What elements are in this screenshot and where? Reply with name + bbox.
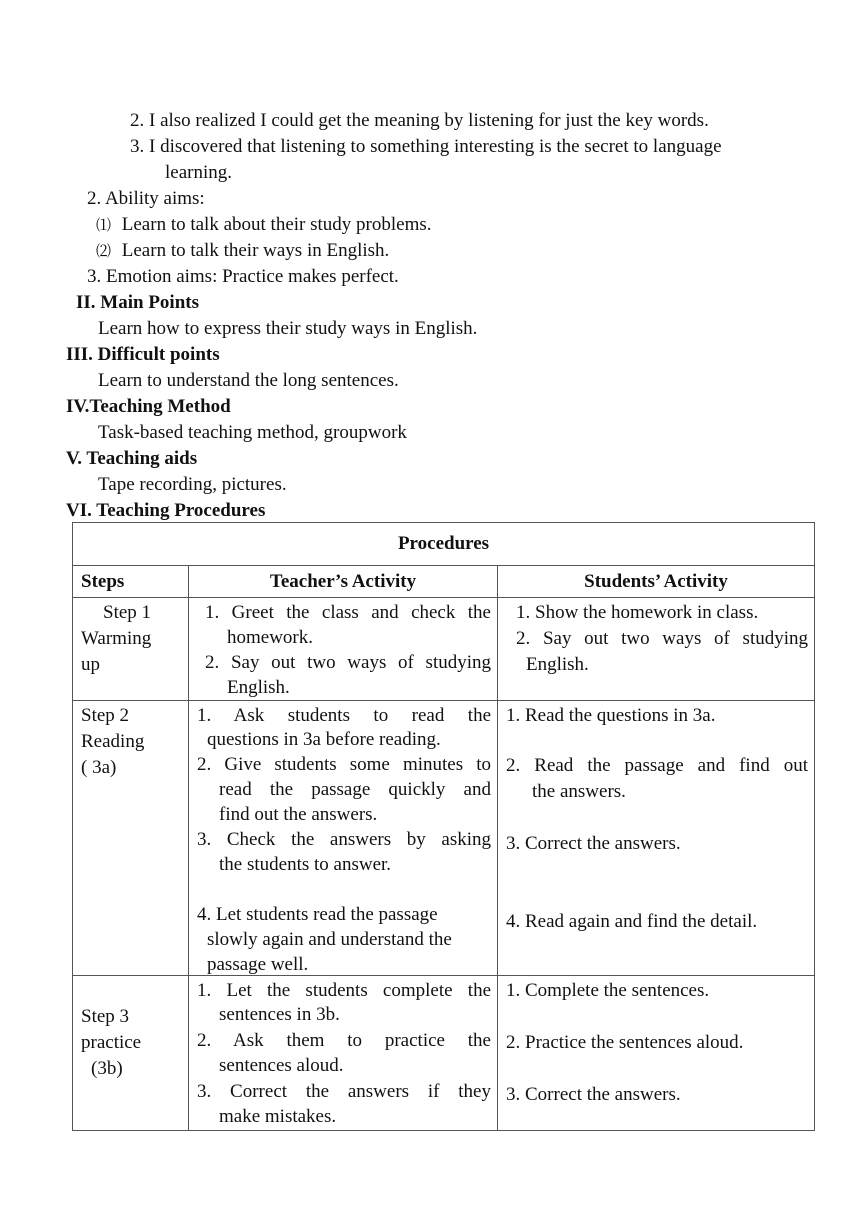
students-line: English. bbox=[526, 654, 589, 675]
section-heading-teaching-aids: V. Teaching aids bbox=[66, 448, 198, 469]
section-body-difficult-points: Learn to understand the long sentences. bbox=[98, 370, 399, 391]
teacher-line: English. bbox=[227, 677, 290, 698]
teacher-line: 2. Say out two ways of studying bbox=[205, 652, 491, 673]
step1-teacher-cell bbox=[189, 598, 497, 700]
section-body-teaching-method: Task-based teaching method, groupwork bbox=[98, 422, 407, 443]
students-line: the answers. bbox=[532, 781, 626, 802]
procedures-table bbox=[72, 522, 815, 1131]
teacher-line: the students to answer. bbox=[219, 854, 392, 875]
step3-step-cell bbox=[73, 976, 188, 1130]
section-heading-teaching-procedures: VI. Teaching Procedures bbox=[66, 500, 266, 521]
teacher-line: 1. Greet the class and check the bbox=[205, 602, 491, 623]
ability-item-text: Learn to talk about their study problems. bbox=[121, 214, 432, 235]
table-header-row bbox=[73, 566, 815, 598]
ability-item-2 bbox=[96, 238, 389, 265]
table-title-row bbox=[73, 523, 815, 566]
header-students-activity: Students’ Activity bbox=[498, 566, 815, 598]
step-label: Reading bbox=[81, 731, 145, 752]
table-row bbox=[73, 976, 815, 1131]
ability-item-1 bbox=[96, 212, 432, 239]
step-label: Warming bbox=[81, 628, 152, 649]
teacher-line: 1. Ask students to read the bbox=[197, 705, 491, 726]
step-label: practice bbox=[81, 1032, 142, 1053]
header-teacher-activity: Teacher’s Activity bbox=[189, 566, 498, 598]
teacher-line: read the passage quickly and bbox=[219, 779, 491, 800]
teacher-line: 4. Let students read the passage bbox=[197, 904, 438, 925]
ability-item-number: ⑵ bbox=[96, 244, 112, 260]
knowledge-item-3-cont: learning. bbox=[165, 162, 233, 183]
teacher-line: slowly again and understand the bbox=[207, 929, 452, 950]
teacher-line: 2. Ask them to practice the bbox=[197, 1030, 491, 1051]
students-line: 2. Say out two ways of studying bbox=[516, 628, 808, 649]
students-line: 2. Read the passage and find out bbox=[506, 755, 808, 776]
table-row bbox=[73, 598, 815, 701]
step-label: (3b) bbox=[91, 1058, 123, 1079]
step2-students-cell bbox=[498, 701, 814, 975]
section-heading-difficult-points: III. Difficult points bbox=[66, 344, 220, 365]
step1-step-cell bbox=[73, 598, 188, 700]
section-heading-teaching-method: IV.Teaching Method bbox=[66, 396, 231, 417]
header-steps: Steps bbox=[73, 566, 189, 598]
step-label: Step 3 bbox=[81, 1006, 130, 1027]
teacher-line: make mistakes. bbox=[219, 1106, 337, 1127]
students-line: 1. Complete the sentences. bbox=[506, 980, 710, 1001]
ability-aims-heading: 2. Ability aims: bbox=[87, 188, 205, 209]
students-line: 4. Read again and find the detail. bbox=[506, 911, 758, 932]
step-label: up bbox=[81, 654, 100, 675]
teacher-line: 3. Correct the answers if they bbox=[197, 1081, 491, 1102]
teacher-line: sentences aloud. bbox=[219, 1055, 344, 1076]
ability-item-number: ⑴ bbox=[96, 218, 112, 234]
section-body-teaching-aids: Tape recording, pictures. bbox=[98, 474, 287, 495]
knowledge-item-3: 3. I discovered that listening to something interesting is the secret to language bbox=[130, 136, 722, 157]
teacher-line: 2. Give students some minutes to bbox=[197, 754, 491, 775]
step3-teacher-cell bbox=[189, 976, 497, 1130]
teacher-line: passage well. bbox=[207, 954, 309, 975]
step-label: Step 2 bbox=[81, 705, 130, 726]
step2-teacher-cell bbox=[189, 701, 497, 975]
students-line: 3. Correct the answers. bbox=[506, 1084, 681, 1105]
students-line: 1. Show the homework in class. bbox=[516, 602, 759, 623]
ability-item-text: Learn to talk their ways in English. bbox=[121, 240, 390, 261]
knowledge-item-2: 2. I also realized I could get the meaning by listening for just the key words. bbox=[130, 110, 709, 131]
emotion-aims: 3. Emotion aims: Practice makes perfect. bbox=[87, 266, 399, 287]
teacher-line: 1. Let the students complete the bbox=[197, 980, 491, 1001]
students-line: 2. Practice the sentences aloud. bbox=[506, 1032, 744, 1053]
step1-students-cell bbox=[498, 598, 814, 700]
teacher-line: questions in 3a before reading. bbox=[207, 729, 441, 750]
teacher-line: homework. bbox=[227, 627, 314, 648]
teacher-line: sentences in 3b. bbox=[219, 1004, 340, 1025]
table-row bbox=[73, 701, 815, 976]
step-label: ( 3a) bbox=[81, 757, 117, 778]
step-label: Step 1 bbox=[103, 602, 152, 623]
section-body-main-points: Learn how to express their study ways in English. bbox=[98, 318, 478, 339]
table-title: Procedures bbox=[73, 523, 815, 566]
teacher-line: 3. Check the answers by asking bbox=[197, 829, 491, 850]
students-line: 3. Correct the answers. bbox=[506, 833, 681, 854]
students-line: 1. Read the questions in 3a. bbox=[506, 705, 716, 726]
step3-students-cell bbox=[498, 976, 814, 1130]
section-heading-main-points: II. Main Points bbox=[76, 292, 199, 313]
step2-step-cell bbox=[73, 701, 188, 975]
teacher-line: find out the answers. bbox=[219, 804, 378, 825]
